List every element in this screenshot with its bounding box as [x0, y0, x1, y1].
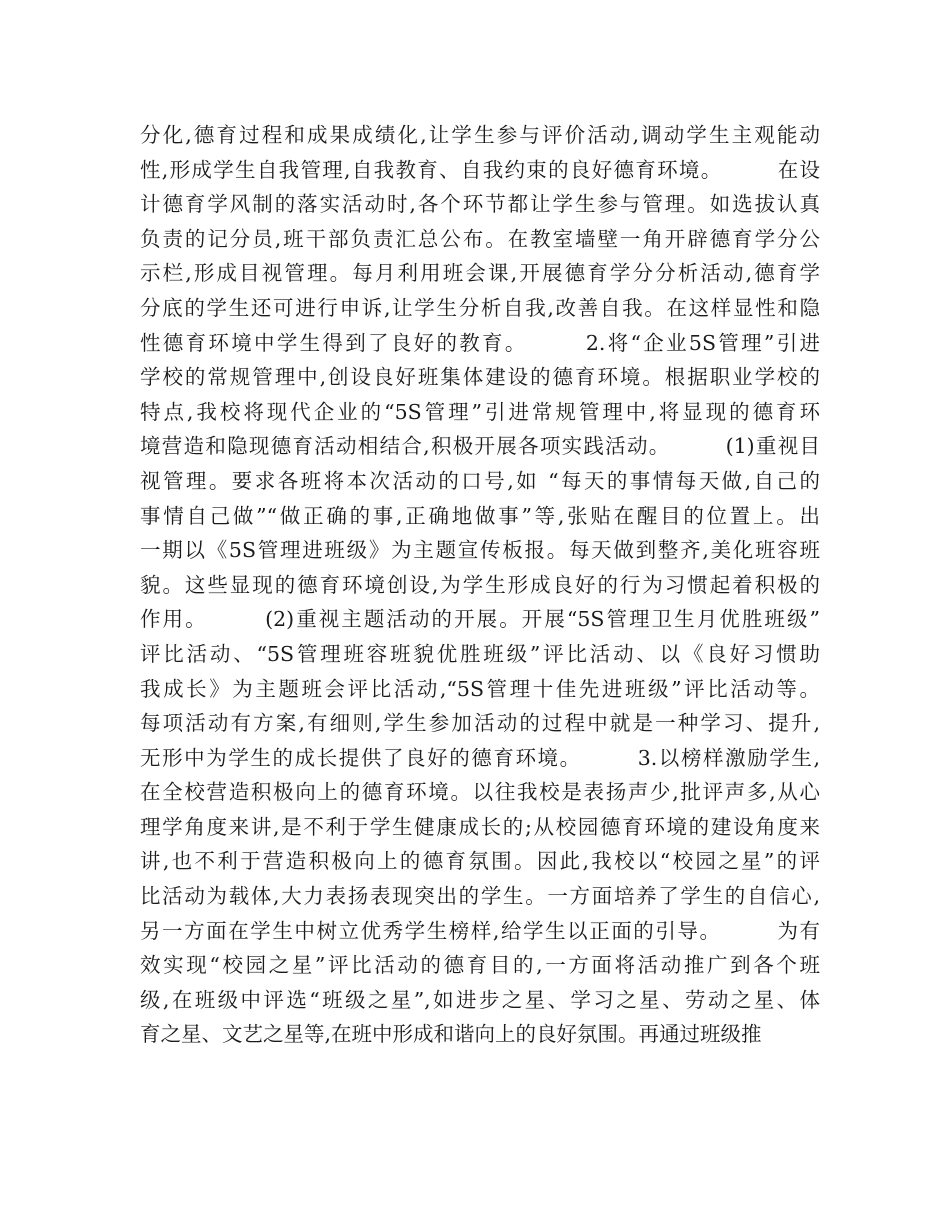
text-line: 计德育学风制的落实活动时,各个环节都让学生参与管理。如选拔认真	[140, 192, 820, 217]
text-line: 育之星、文艺之星等,在班中形成和谐向上的良好氛围。再通过班级推	[140, 1022, 762, 1047]
text-line: 视管理。要求各班将本次活动的口号,如 “每天的事情每天做,自己的	[140, 468, 820, 493]
text-line: 无形中为学生的成长提供了良好的德育环境。 3.以榜样激励学生,	[140, 745, 820, 770]
text-line: 特点,我校将现代企业的“5S管理”引进常规管理中,将显现的德育环	[140, 399, 820, 424]
text-line: 学校的常规管理中,创设良好班集体建设的德育环境。根据职业学校的	[140, 365, 820, 390]
text-line: 境营造和隐现德育活动相结合,积极开展各项实践活动。 (1)重视目	[140, 434, 820, 459]
text-line: 比活动为载体,大力表扬表现突出的学生。一方面培养了学生的自信心,	[140, 884, 820, 909]
text-line: 事情自己做”“做正确的事,正确地做事”等,张贴在醒目的位置上。出	[140, 503, 820, 528]
body-text	[140, 118, 820, 1052]
text-line: 貌。这些显现的德育环境创设,为学生形成良好的行为习惯起着积极的	[140, 572, 820, 597]
text-line: 示栏,形成目视管理。每月利用班会课,开展德育学分分析活动,德育学	[140, 261, 820, 286]
text-line: 分化,德育过程和成果成绩化,让学生参与评价活动,调动学生主观能动	[140, 123, 820, 147]
text-line: 级,在班级中评选“班级之星”,如进步之星、学习之星、劳动之星、体	[140, 987, 820, 1012]
text-line: 性,形成学生自我管理,自我教育、自我约束的良好德育环境。 在设	[140, 157, 820, 182]
text-line: 作用。 (2)重视主题活动的开展。开展“5S管理卫生月优胜班级”	[140, 607, 820, 632]
text-line: 讲,也不利于营造积极向上的德育氛围。因此,我校以“校园之星”的评	[140, 849, 820, 874]
text-line: 评比活动、“5S管理班容班貌优胜班级”评比活动、以《良好习惯助	[140, 641, 820, 666]
text-line: 性德育环境中学生得到了良好的教育。 2.将“企业5S管理”引进	[140, 330, 820, 355]
text-line: 在全校营造积极向上的德育环境。以往我校是表扬声少,批评声多,从心	[140, 780, 820, 805]
text-line: 负责的记分员,班干部负责汇总公布。在教室墙壁一角开辟德育学分公	[140, 226, 820, 251]
text-line: 效实现“校园之星”评比活动的德育目的,一方面将活动推广到各个班	[140, 953, 820, 978]
text-line: 分底的学生还可进行申诉,让学生分析自我,改善自我。在这样显性和隐	[140, 295, 820, 320]
text-line: 理学角度来讲,是不利于学生健康成长的;从校园德育环境的建设角度来	[140, 814, 820, 839]
text-line: 我成长》为主题班会评比活动,“5S管理十佳先进班级”评比活动等。	[140, 676, 820, 701]
text-line: 一期以《5S管理进班级》为主题宣传板报。每天做到整齐,美化班容班	[140, 538, 820, 563]
text-line: 每项活动有方案,有细则,学生参加活动的过程中就是一种学习、提升,	[140, 711, 820, 736]
text-line: 另一方面在学生中树立优秀学生榜样,给学生以正面的引导。 为有	[140, 918, 820, 943]
